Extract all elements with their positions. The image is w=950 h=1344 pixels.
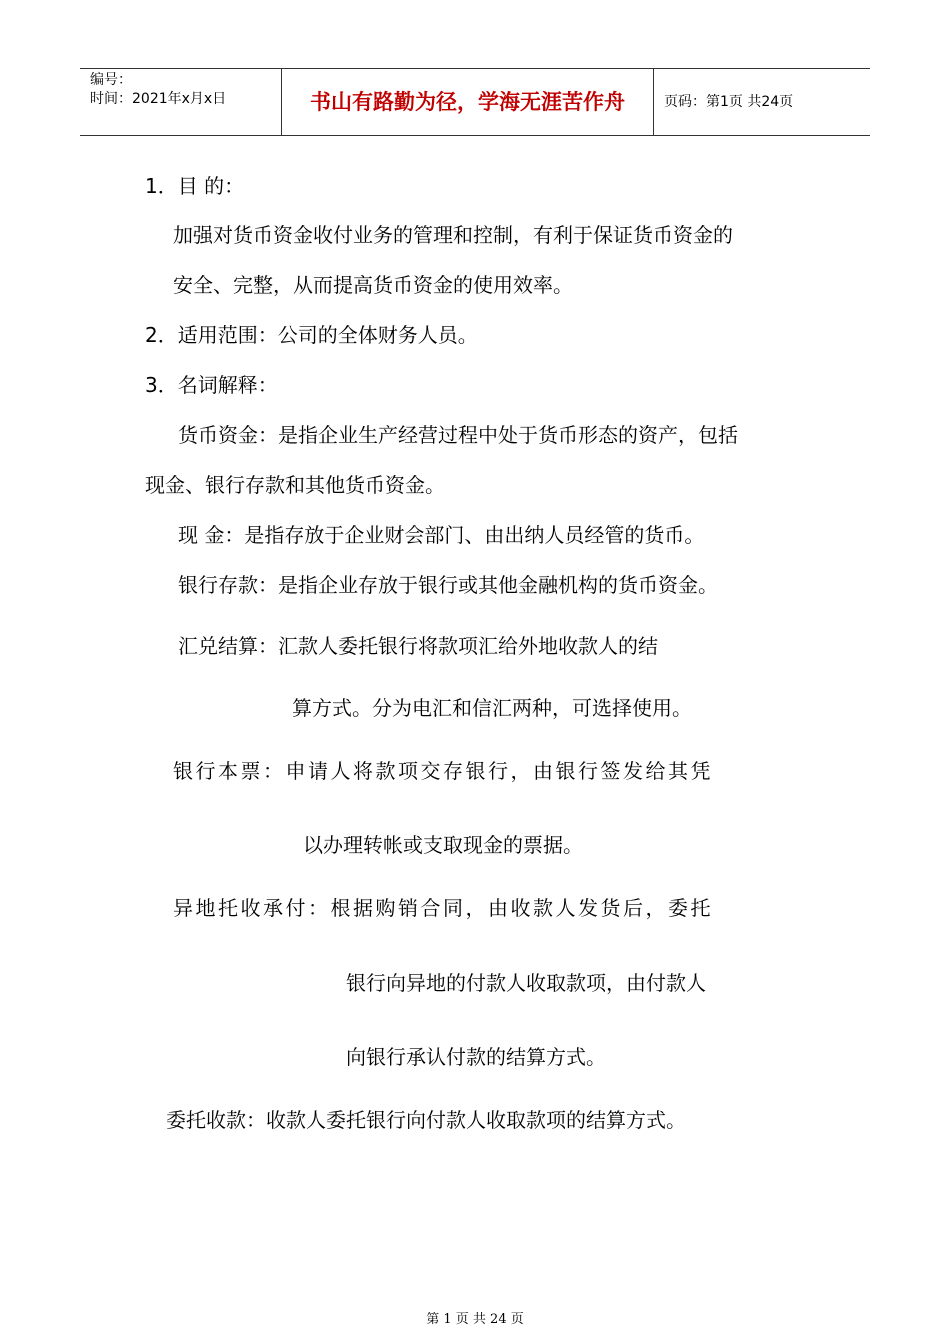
definition-line: 现 金：是指存放于企业财会部门、由出纳人员经管的货币。: [178, 523, 705, 547]
definition-line: 委托收款：收款人委托银行向付款人收取款项的结算方式。: [166, 1108, 686, 1132]
header-motto: 书山有路勤为径，学海无涯苦作舟: [282, 69, 654, 135]
header-meta-cell: [80, 69, 282, 135]
definition-line: 现金、银行存款和其他货币资金。: [145, 473, 445, 497]
section-heading-scope: 2．适用范围：公司的全体财务人员。: [145, 323, 478, 347]
definition-line: 银行存款：是指企业存放于银行或其他金融机构的货币资金。: [178, 573, 718, 597]
section-heading-definitions: 3．名词解释：: [145, 373, 278, 397]
paragraph-line: 加强对货币资金收付业务的管理和控制，有利于保证货币资金的: [173, 223, 733, 247]
document-header: [80, 68, 870, 136]
definition-line: 银行本票：申请人将款项交存银行，由银行签发给其凭: [173, 759, 713, 783]
date-label: 时间：2021年x月x日: [90, 91, 227, 107]
section-heading-purpose: 1．目 的：: [145, 174, 245, 198]
definition-line: 算方式。分为电汇和信汇两种，可选择使用。: [292, 696, 692, 720]
definition-line: 以办理转帐或支取现金的票据。: [303, 833, 583, 857]
paragraph-line: 安全、完整，从而提高货币资金的使用效率。: [173, 273, 573, 297]
definition-line: 银行向异地的付款人收取款项，由付款人: [346, 971, 706, 995]
definition-line: 汇兑结算：汇款人委托银行将款项汇给外地收款人的结: [178, 634, 658, 658]
definition-line: 异地托收承付：根据购销合同，由收款人发货后，委托: [173, 896, 713, 920]
definition-line: 向银行承认付款的结算方式。: [346, 1045, 606, 1069]
header-page-info: 页码：第1页 共24页: [664, 94, 794, 110]
definition-line: 货币资金：是指企业生产经营过程中处于货币形态的资产，包括: [178, 423, 738, 447]
page-footer: 第 1 页 共 24 页: [426, 1312, 524, 1327]
number-label: 编号：: [90, 72, 132, 88]
